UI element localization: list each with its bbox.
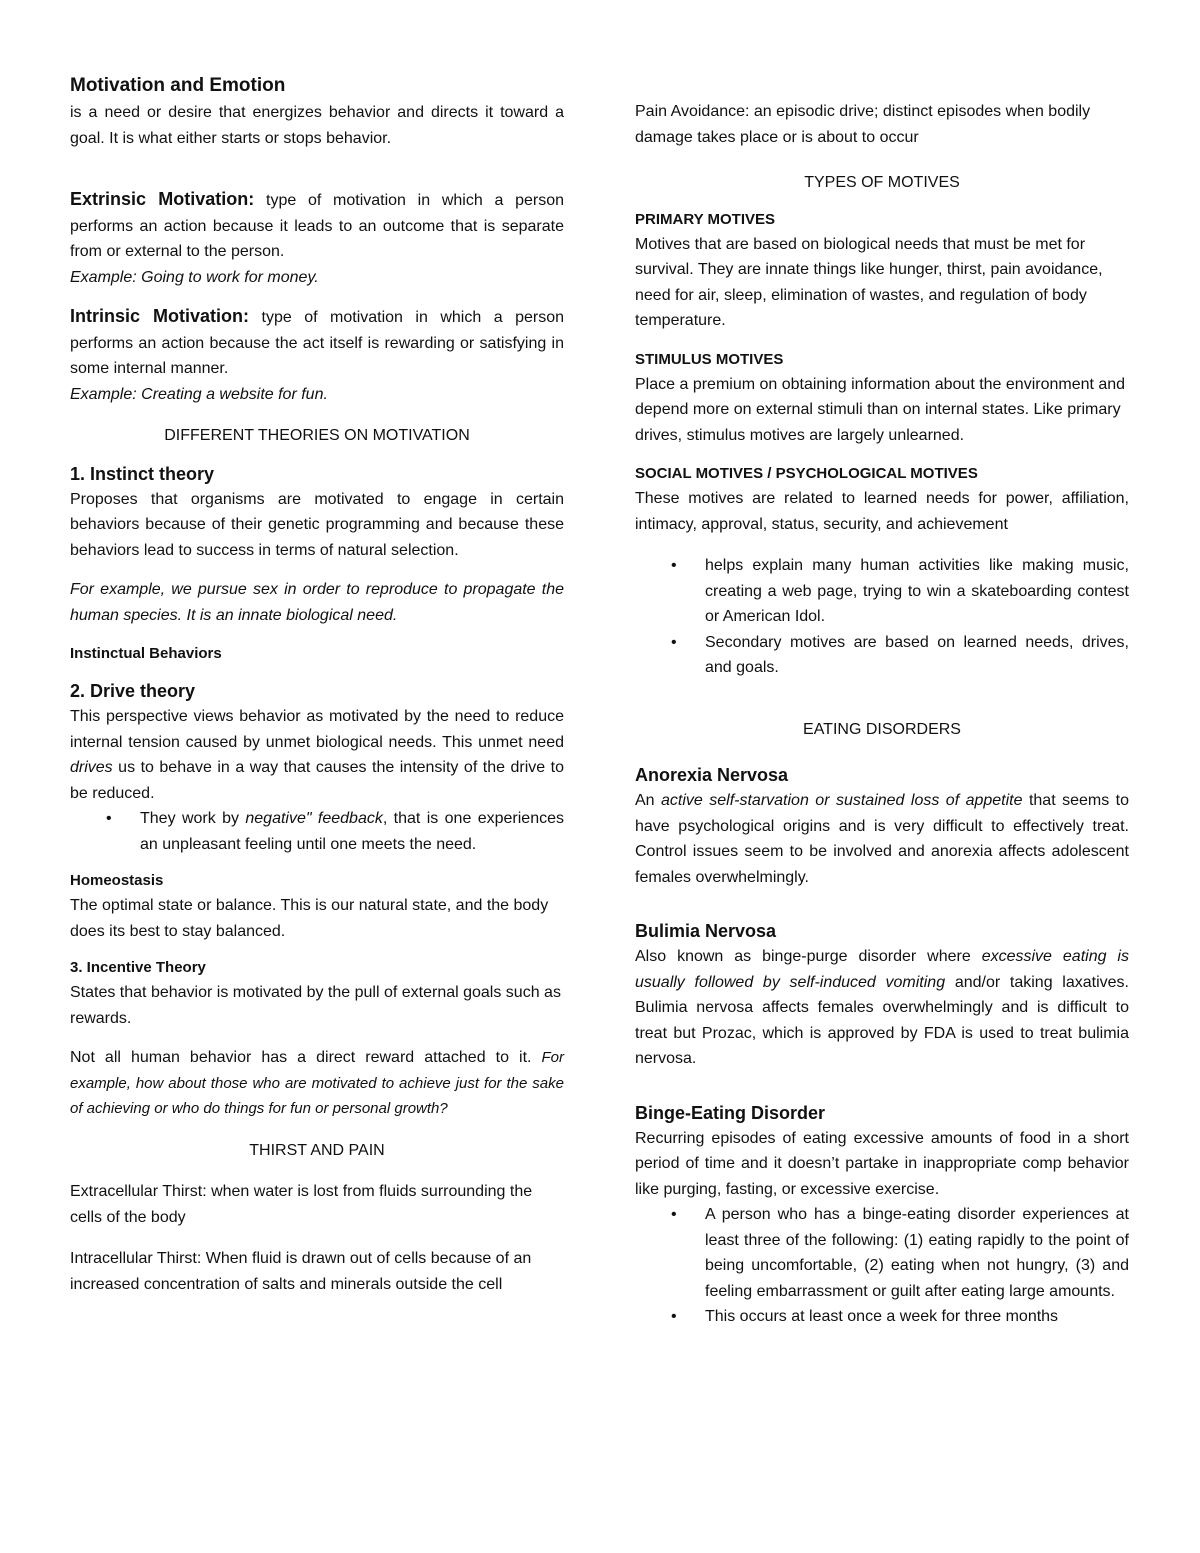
right-column xyxy=(635,99,1129,1330)
incentive-note-a: Not all human behavior has a direct reward attached to it. xyxy=(70,1049,542,1066)
binge-heading: Binge-Eating Disorder xyxy=(635,1102,826,1123)
primary-heading: PRIMARY MOTIVES xyxy=(635,210,776,228)
social-bullet: • Secondary motives are based on learned needs, drives, and goals. xyxy=(705,630,1129,681)
binge-bullet: • A person who has a binge-eating disorder experiences at least three of the following: (1) eating rapidly to the point of being uncomfortable, (2) eating when not hungry, (3) and feeling embarrassment or guilt after eating large amounts. xyxy=(705,1202,1129,1304)
drive-body-emphasis: drives xyxy=(70,759,113,776)
drive-bullet-emphasis: negative" feedback xyxy=(245,810,383,827)
eating-disorders-heading: EATING DISORDERS xyxy=(803,720,961,738)
homeostasis-body: The optimal state or balance. This is our natural state, and the body does its best to stay balanced. xyxy=(70,897,549,940)
drive-body-c: us to behave in a way that causes the intensity of the drive to be reduced. xyxy=(70,759,564,802)
social-bullet: • helps explain many human activities like making music, creating a web page, trying to win a skateboarding contest or American Idol. xyxy=(705,553,1129,630)
primary-body: Motives that are based on biological needs that must be met for survival. They are innate things like hunger, thirst, pain avoidance, need for air, sleep, elimination of wastes, and regulation of body temperature. xyxy=(635,235,1103,329)
bulimia-body-emphasis: excessive eating is usually followed by self-induced vomiting xyxy=(635,948,1129,991)
extrinsic-def: type of motivation in which a person performs an action because it leads to an outcome that is separate from or external to the person. xyxy=(70,192,564,260)
stimulus-body: Place a premium on obtaining information about the environment and depend more on external stimuli than on internal states. Like primary drives, stimulus motives are largely unlearned. xyxy=(635,375,1126,444)
instinct-body: Proposes that organisms are motivated to engage in certain behaviors because of their genetic programming and because these behaviors lead to success in terms of natural selection. xyxy=(70,490,564,559)
binge-body: Recurring episodes of eating excessive amounts of food in a short period of time and it doesn’t partake in inappropriate comp behavior like purging, fasting, or excessive exercise. xyxy=(635,1129,1129,1198)
anorexia-body-emphasis: active self-starvation or sustained loss of appetite xyxy=(661,792,1023,809)
bulimia-heading: Bulimia Nervosa xyxy=(635,921,777,941)
drive-body-a: This perspective views behavior as motivated by the need to reduce internal tension caused by unmet biological needs. This unmet need xyxy=(70,708,564,751)
anorexia-body xyxy=(635,788,1129,890)
incentive-body: States that behavior is motivated by the pull of external goals such as rewards. xyxy=(70,984,561,1027)
extrinsic-example: Example: Going to work for money. xyxy=(70,268,319,286)
extracellular-thirst: Extracellular Thirst: when water is lost from fluids surrounding the cells of the body xyxy=(70,1183,533,1226)
instinctual-behaviors-heading: Instinctual Behaviors xyxy=(70,645,222,662)
pain-avoidance: Pain Avoidance: an episodic drive; distinct episodes when bodily damage takes place or is about to occur xyxy=(635,103,1091,146)
intrinsic-def: type of motivation in which a person performs an action because the act itself is rewarding or satisfying in some internal manner. xyxy=(70,309,564,377)
bulimia-body-c: and/or taking laxatives. Bulimia nervosa affects females overwhelmingly and is difficult to treat but Prozac, which is approved by FDA is used to treat bulimia nervosa. xyxy=(635,973,1129,1067)
instinct-example: For example, we pursue sex in order to reproduce to propagate the human species. It is an innate biological need. xyxy=(70,581,564,624)
intracellular-thirst: Intracellular Thirst: When fluid is drawn out of cells because of an increased concentration of salts and minerals outside the cell xyxy=(70,1250,532,1293)
homeostasis-heading: Homeostasis xyxy=(70,872,164,889)
binge-bullet-list xyxy=(635,1202,1129,1330)
document-title: Motivation and Emotion xyxy=(70,75,286,96)
instinct-heading: 1. Instinct theory xyxy=(70,463,215,484)
theories-heading: DIFFERENT THEORIES ON MOTIVATION xyxy=(164,427,470,444)
drive-heading: 2. Drive theory xyxy=(70,681,196,701)
drive-bullet xyxy=(140,806,564,857)
social-body: These motives are related to learned needs for power, affiliation, intimacy, approval, status, security, and achievement xyxy=(635,490,1129,533)
bulimia-body xyxy=(635,944,1129,1072)
intrinsic-term: Intrinsic Motivation: xyxy=(70,306,250,326)
left-column xyxy=(70,72,564,1297)
bulimia-body-a: Also known as binge-purge disorder where xyxy=(635,948,982,965)
social-bullet-list xyxy=(635,553,1129,681)
intrinsic-definition xyxy=(70,304,564,382)
binge-bullet: • This occurs at least once a week for three months xyxy=(705,1304,1129,1330)
drive-bullet-c: , that is one experiences an unpleasant feeling until one meets the need. xyxy=(140,810,564,853)
anorexia-heading: Anorexia Nervosa xyxy=(635,765,789,785)
extrinsic-definition xyxy=(70,187,564,265)
social-heading: SOCIAL MOTIVES / PSYCHOLOGICAL MOTIVES xyxy=(635,465,978,482)
anorexia-body-a: An xyxy=(635,792,662,809)
incentive-note-example: For example, how about those who are motivated to achieve just for the sake of achieving or who do things for fun or personal growth? xyxy=(70,1049,564,1117)
stimulus-heading: STIMULUS MOTIVES xyxy=(635,350,784,368)
types-heading: TYPES OF MOTIVES xyxy=(804,174,960,191)
drive-bullet-list xyxy=(70,806,564,857)
incentive-note xyxy=(70,1045,564,1122)
extrinsic-term: Extrinsic Motivation: xyxy=(70,189,255,209)
anorexia-body-c: that seems to have psychological origins and is very difficult to effectively treat. Control issues seem to be involved and anorexia affects adolescent females overwhelmingly. xyxy=(635,792,1129,886)
intro-text: is a need or desire that energizes behavior and directs it toward a goal. It is what either starts or stops behavior. xyxy=(70,104,564,147)
intrinsic-example: Example: Creating a website for fun. xyxy=(70,385,328,403)
incentive-heading: 3. Incentive Theory xyxy=(70,959,206,976)
drive-body xyxy=(70,704,564,806)
drive-bullet-a: They work by xyxy=(140,810,246,827)
thirst-heading: THIRST AND PAIN xyxy=(249,1141,385,1159)
